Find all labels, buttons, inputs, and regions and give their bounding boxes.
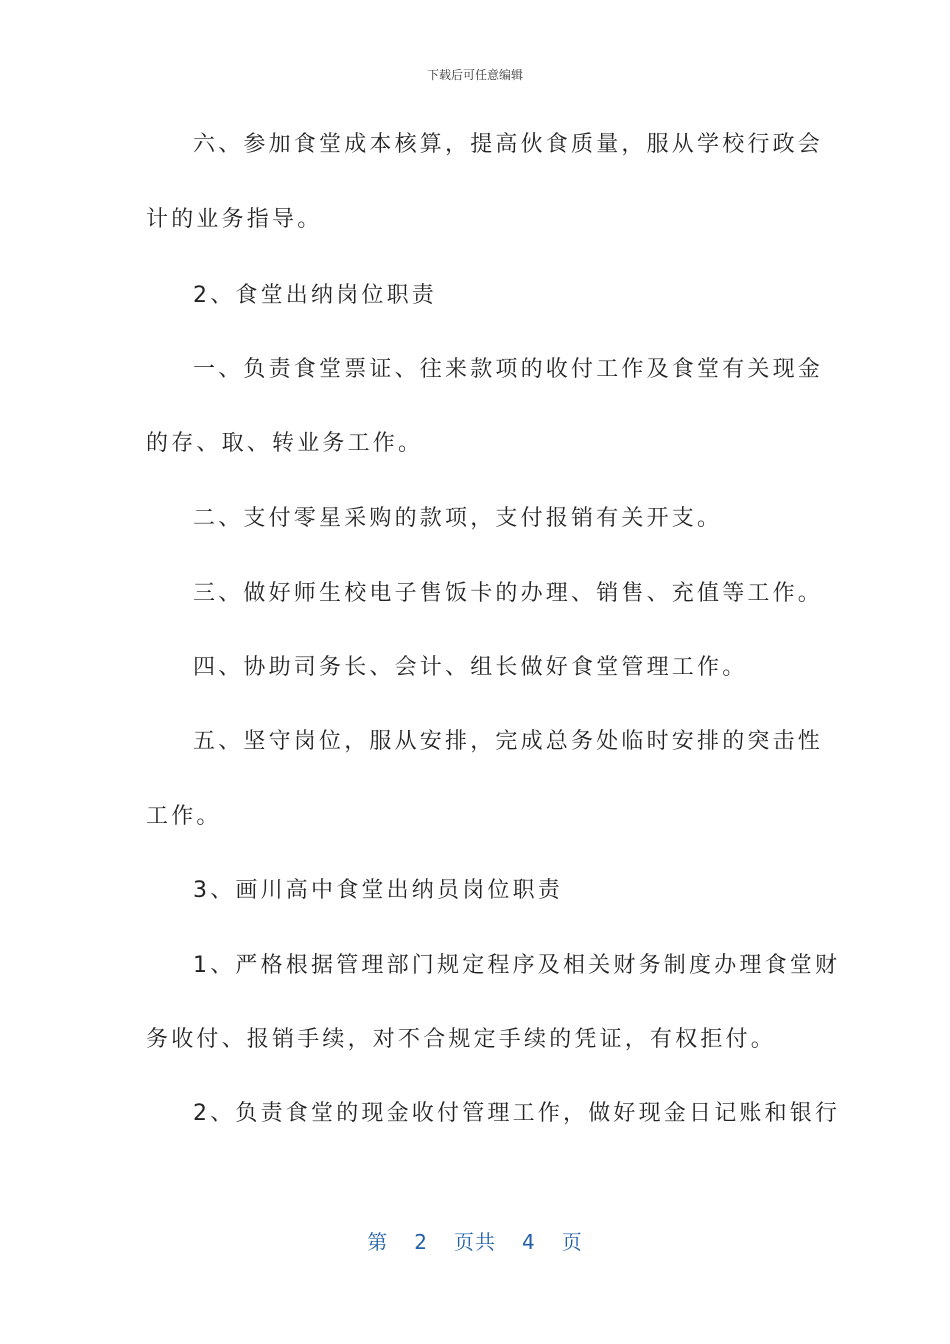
paragraph-line: 计的业务指导。 <box>146 207 323 232</box>
total-pages-number: 4 <box>522 1230 536 1254</box>
paragraph-line: 四、协助司务长、会计、组长做好食堂管理工作。 <box>193 655 748 680</box>
paragraph-line: 五、坚守岗位，服从安排，完成总务处临时安排的突击性 <box>193 729 824 754</box>
paragraph-line: 六、参加食堂成本核算，提高伙食质量，服从学校行政会 <box>193 132 824 157</box>
paragraph-line: 二、支付零星采购的款项，支付报销有关开支。 <box>193 506 723 531</box>
paragraph-line: 工作。 <box>146 804 222 829</box>
footer-suffix: 页 <box>561 1230 583 1254</box>
paragraph-line: 一、负责食堂票证、往来款项的收付工作及食堂有关现金 <box>193 357 824 382</box>
section-heading: 2、食堂出纳岗位职责 <box>193 283 437 308</box>
page-footer <box>0 1226 950 1255</box>
paragraph-line: 务收付、报销手续，对不合规定手续的凭证，有权拒付。 <box>146 1027 777 1052</box>
footer-middle: 页共 <box>454 1230 496 1254</box>
paragraph-line: 2、负责食堂的现金收付管理工作，做好现金日记账和银行 <box>193 1101 841 1126</box>
paragraph-line: 三、做好师生校电子售饭卡的办理、销售、充值等工作。 <box>193 581 824 606</box>
section-heading: 3、画川高中食堂出纳员岗位职责 <box>193 878 563 903</box>
page-header-note: 下载后可任意编辑 <box>426 68 523 82</box>
footer-prefix: 第 <box>367 1230 389 1254</box>
paragraph-line: 的存、取、转业务工作。 <box>146 431 424 456</box>
paragraph-line: 1、严格根据管理部门规定程序及相关财务制度办理食堂财 <box>193 953 841 978</box>
current-page-number: 2 <box>414 1230 428 1254</box>
